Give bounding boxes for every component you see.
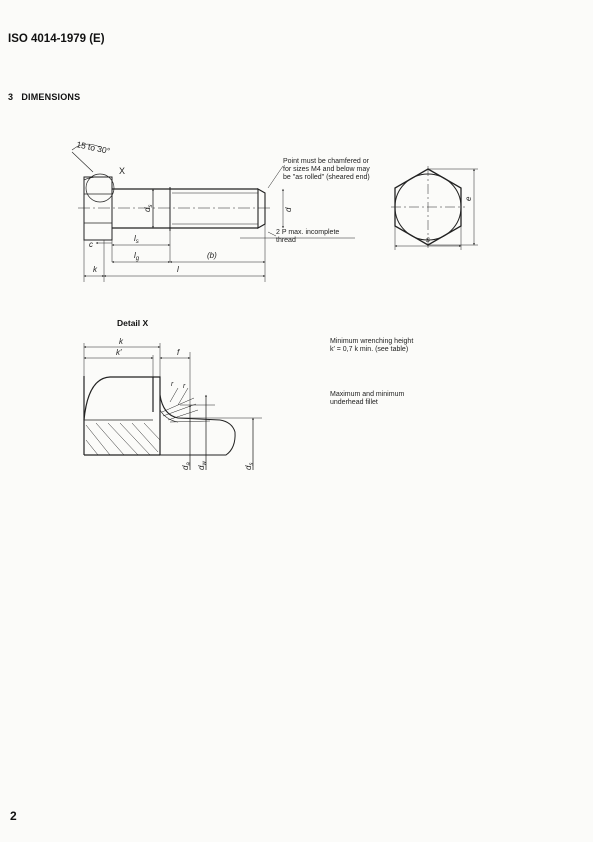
dim-lg-label: $l_g$ bbox=[134, 251, 140, 262]
dim-ds-detail-label: $d_s$ bbox=[244, 462, 255, 470]
detail-x-marker: X bbox=[119, 166, 126, 176]
dim-k-detail-label: k bbox=[119, 337, 123, 346]
dim-kprime-label: k′ bbox=[116, 348, 122, 357]
dim-s-label: s bbox=[426, 235, 430, 244]
fillet-r-label-2: r bbox=[183, 383, 186, 390]
dim-d-label: d bbox=[284, 207, 293, 212]
bolt-head bbox=[84, 177, 112, 240]
dim-c-label: c bbox=[89, 240, 93, 249]
dim-l-label: l bbox=[177, 265, 179, 274]
document-id: ISO 4014-1979 (E) bbox=[8, 33, 105, 45]
dim-da-label: $d_a$ bbox=[181, 462, 192, 470]
dim-f-label: f bbox=[177, 348, 180, 357]
thread-note: 2 P max. incomplete thread bbox=[276, 229, 340, 244]
page-number: 2 bbox=[10, 809, 17, 823]
detail-x-circle bbox=[86, 174, 114, 202]
bolt-side-view bbox=[72, 144, 355, 282]
section-title: DIMENSIONS bbox=[21, 92, 81, 102]
fillet-note: Maximum and minimum underhead fillet bbox=[330, 391, 405, 406]
angle-label: 15 to 30° bbox=[75, 139, 112, 157]
wrenching-note: Minimum wrenching height k′ = 0,7 k min. (see table) bbox=[330, 338, 414, 353]
detail-x-title: Detail X bbox=[117, 318, 149, 328]
point-note: Point must be chamfered or for sizes M4 and below may be "as rolled" (sheared end) bbox=[283, 158, 370, 181]
section-number: 3 bbox=[8, 92, 14, 102]
dim-dw-label: $d_w$ bbox=[197, 461, 208, 470]
detail-x-drawing bbox=[84, 343, 262, 470]
bolt-end-view bbox=[391, 166, 478, 250]
dim-ls-label: $l_s$ bbox=[134, 234, 139, 245]
dim-ds-label: $d_s$ bbox=[143, 204, 154, 212]
dim-b-label: (b) bbox=[207, 251, 217, 260]
fillet-r-label-1: r bbox=[171, 381, 174, 388]
dim-e-label: e bbox=[464, 196, 473, 201]
dim-k-label: k bbox=[93, 265, 97, 274]
